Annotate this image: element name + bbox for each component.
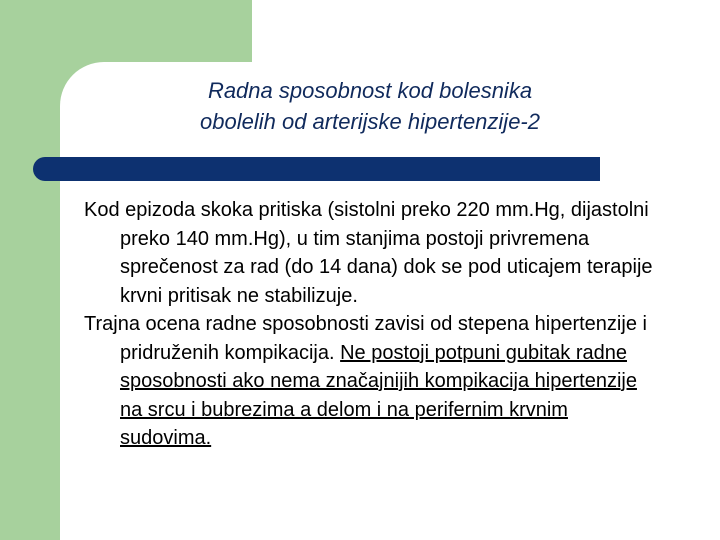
slide-body	[84, 196, 654, 453]
paragraph-permanent-assessment	[84, 310, 654, 453]
slide-title	[100, 75, 640, 137]
paragraph-2-plain-text: Trajna ocena radne sposobnosti zavisi od stepena hipertenzije i pridruženih kompikacija.	[84, 313, 647, 364]
title-underline-bar	[33, 157, 600, 181]
paragraph-episodes: Kod epizoda skoka pritiska (sistolni preko 220 mm.Hg, dijastolni preko 140 mm.Hg), u tim stanjima postoji privremena sprečenost za rad (do 14 dana) dok se pod uticajem terapije krvni pritisak ne stabilizuje.	[84, 199, 653, 307]
title-line-1: Radna sposobnost kod bolesnika	[207, 78, 533, 103]
title-line-2: obolelih od arterijske hipertenzije-2	[200, 109, 540, 134]
paragraph-2-underlined-text: Ne postoji potpuni gubitak radne sposobnosti ako nema značajnijih kompikacija hipertenzije na srcu i bubrezima a delom i na perifernim krvnim sudovima.	[120, 341, 637, 449]
